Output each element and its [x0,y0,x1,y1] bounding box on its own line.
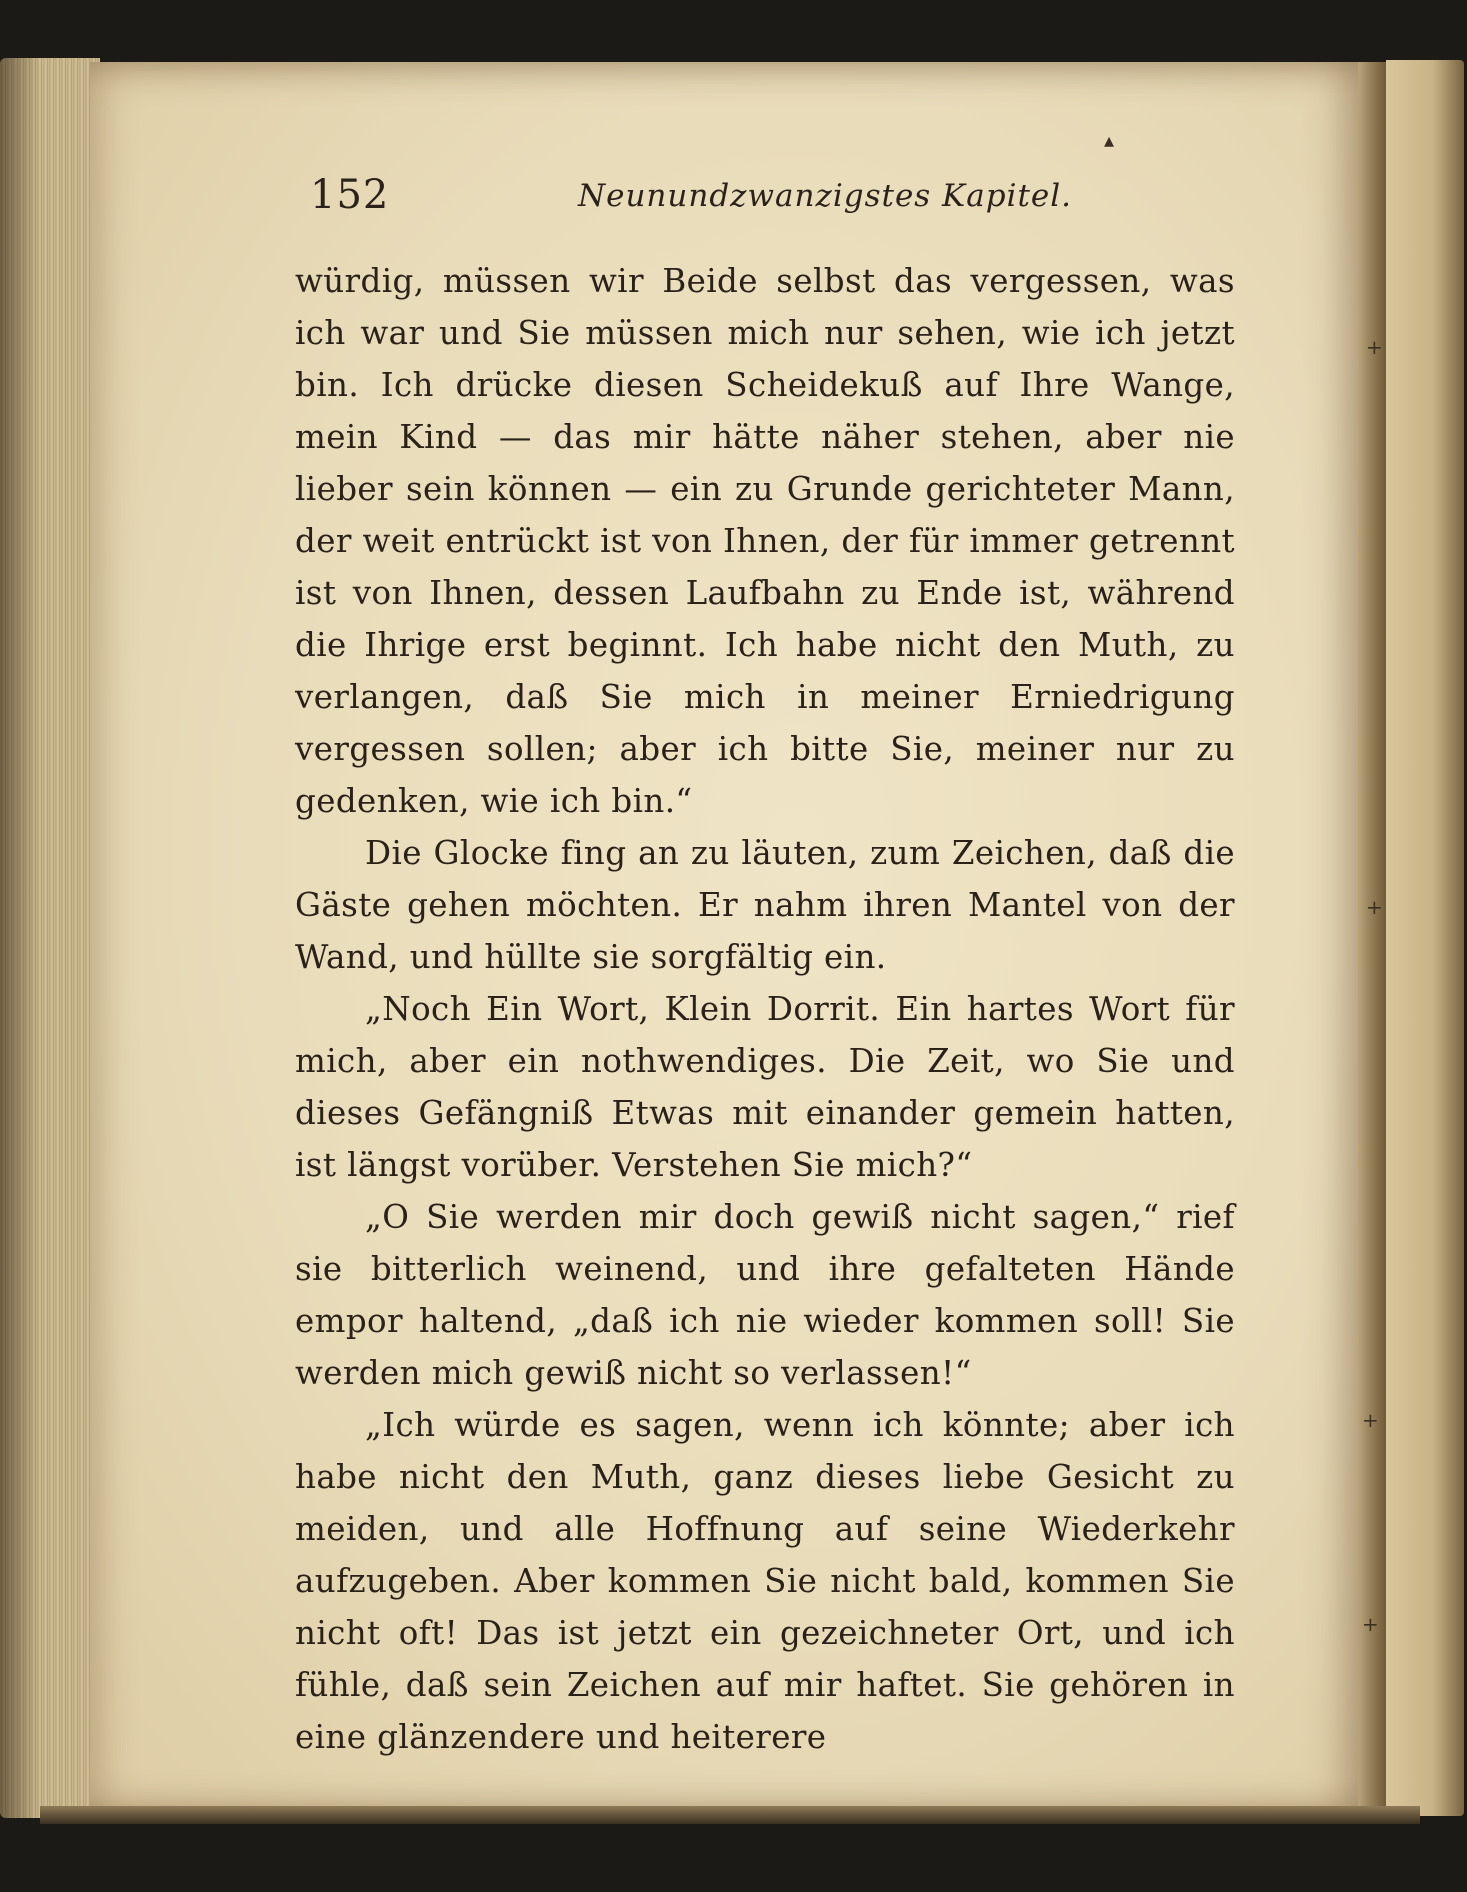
paragraph: Die Glocke fing an zu läuten, zum Zeichen, daß die Gäste gehen möchten. Er nahm ihren Mantel von der Wand, und hüllte sie sorgfältig ein. [295,834,1235,976]
paragraph: „Noch Ein Wort, Klein Dorrit. Ein hartes Wort für mich, aber ein nothwendiges. Die Zeit, wo Sie und dieses Gefängniß Etwas mit einander gemein hatten, ist längst vorüber. Verstehen Sie mich?“ [295,990,1235,1184]
paragraph: „Ich würde es sagen, wenn ich könnte; aber ich habe nicht den Muth, ganz dieses liebe Gesicht zu meiden, und alle Hoffnung auf seine Wiederkehr aufzugeben. Aber kommen Sie nicht bald, kommen Sie nicht oft! Das ist jetzt ein gezeichneter Ort, und ich fühle, daß sein Zeichen auf mir haftet. Sie gehören in eine glänzendere und heiterere [295,1406,1235,1756]
paragraph: „O Sie werden mir doch gewiß nicht sagen,“ rief sie bitterlich weinend, und ihre gefalteten Hände empor haltend, „daß ich nie wieder kommen soll! Sie werden mich gewiß nicht so verlassen!“ [295,1198,1235,1392]
margin-tick-mark: + [1362,1408,1379,1432]
page-header [0,172,1467,232]
margin-tick-mark: + [1362,1612,1379,1636]
body-text [295,255,1235,1763]
bottom-page-edge [40,1806,1420,1824]
margin-tick-mark: + [1366,335,1383,359]
paragraph: würdig, müssen wir Beide selbst das vergessen, was ich war und Sie müssen mich nur sehen, wie ich jetzt bin. Ich drücke diesen Scheidekuß auf Ihre Wange, mein Kind — das mir hätte näher stehen, aber nie lieber sein können — ein zu Grunde gerichteter Mann, der weit entrückt ist von Ihnen, der für immer getrennt ist von Ihnen, dessen Laufbahn zu Ende ist, während die Ihrige erst beginnt. Ich habe nicht den Muth, zu verlangen, daß Sie mich in meiner Erniedrigung vergessen sollen; aber ich bitte Sie, meiner nur zu gedenken, wie ich bin.“ [295,262,1235,820]
page-stack-shadow [0,58,40,1818]
book-gutter [1358,62,1388,1814]
running-title: Neunundzwanzigstes Kapitel. [578,178,1073,214]
ink-speck: ▴ [1104,128,1115,152]
margin-tick-mark: + [1366,895,1383,919]
next-page-edge [1386,60,1464,1816]
page-number: 152 [310,172,390,218]
